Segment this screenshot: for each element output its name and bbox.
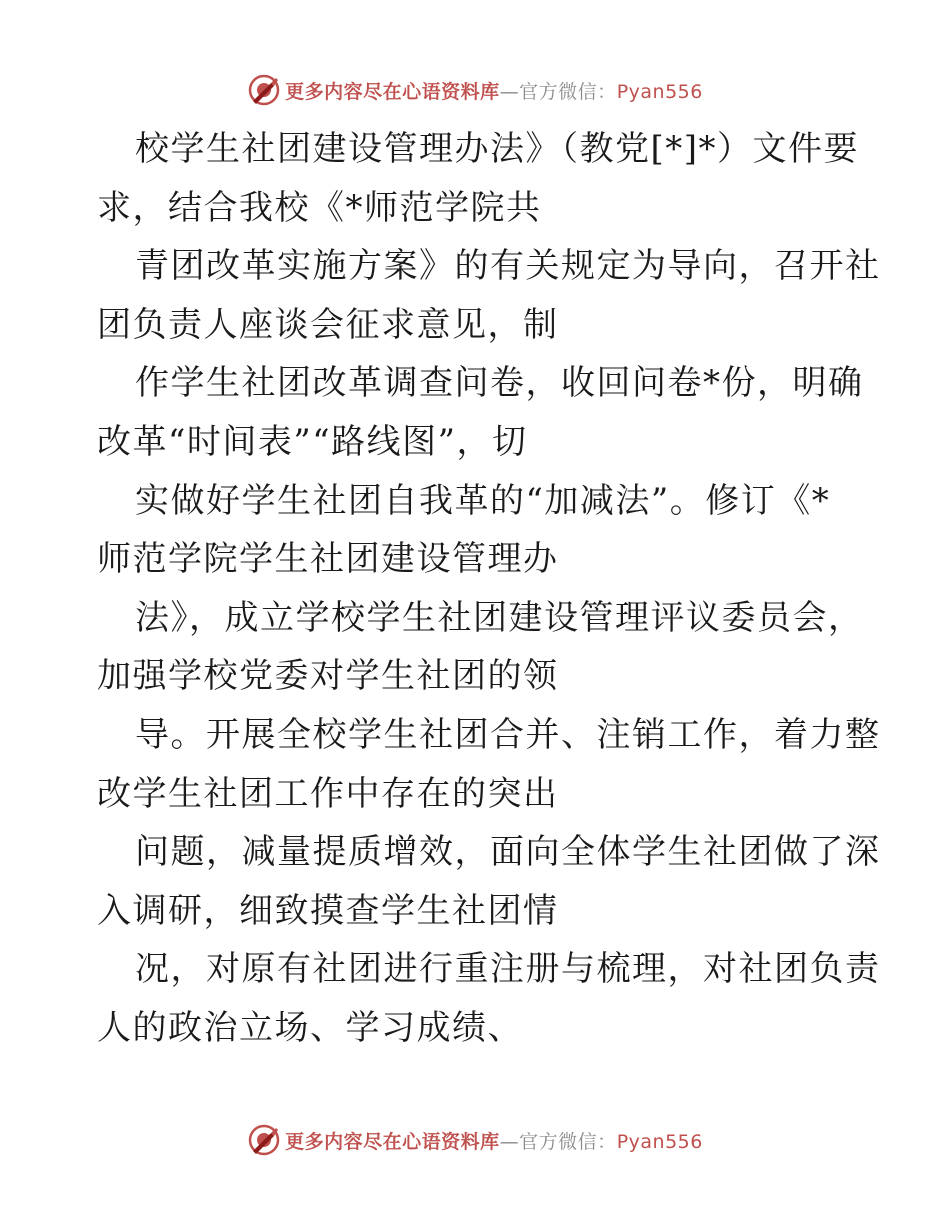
text-line: 入调研，细致摸查学生社团情 bbox=[97, 890, 559, 931]
text-line: 作学生社团改革调查问卷，收回问卷*份，明确 bbox=[135, 363, 864, 404]
banner-site-name: 更多内容尽在心语资料库 bbox=[285, 1130, 500, 1153]
text-line: 实做好学生社团自我革的“加减法”。修订《* bbox=[135, 480, 831, 521]
text-line: 师范学院学生社团建设管理办 bbox=[97, 539, 559, 580]
banner-wechat-id: Pyan556 bbox=[616, 80, 703, 103]
banner-site-name: 更多内容尽在心语资料库 bbox=[285, 80, 500, 103]
paragraph bbox=[97, 940, 881, 1057]
text-line: 改革“时间表”“路线图”，切 bbox=[97, 421, 528, 462]
text-line: 改学生社团工作中存在的突出 bbox=[97, 773, 559, 814]
text-line: 加强学校党委对学生社团的领 bbox=[97, 656, 559, 697]
text-line: 导。开展全校学生社团合并、注销工作，着力整 bbox=[135, 714, 881, 755]
paragraph bbox=[97, 120, 860, 237]
header-banner bbox=[0, 70, 950, 110]
paragraph bbox=[97, 237, 881, 354]
text-line: 青团改革实施方案》的有关规定为导向，召开社 bbox=[135, 246, 881, 287]
banner-wechat-label: 官方微信： bbox=[519, 1130, 617, 1153]
text-line: 法》，成立学校学生社团建设管理评议委员会， bbox=[135, 597, 864, 638]
banner-separator: — bbox=[499, 80, 520, 103]
text-line: 况，对原有社团进行重注册与梳理，对社团负责 bbox=[135, 949, 881, 990]
paragraph bbox=[97, 354, 864, 471]
paragraph bbox=[97, 472, 857, 589]
text-line: 校学生社团建设管理办法》（教党[*]*）文件要 bbox=[135, 129, 860, 169]
paragraph bbox=[97, 706, 881, 823]
paragraph bbox=[97, 823, 881, 940]
banner-text bbox=[285, 77, 703, 104]
banner-wechat-id: Pyan556 bbox=[616, 1130, 703, 1153]
text-line: 团负责人座谈会征求意见，制 bbox=[97, 304, 559, 345]
banner-text bbox=[285, 1127, 703, 1154]
brand-logo-icon bbox=[247, 73, 281, 107]
document-body bbox=[97, 120, 881, 1058]
footer-banner bbox=[0, 1120, 950, 1160]
banner-separator: — bbox=[499, 1130, 520, 1153]
brand-logo-icon bbox=[247, 1123, 281, 1157]
text-line: 求，结合我校《*师范学院共 bbox=[97, 187, 542, 228]
text-line: 人的政治立场、学习成绩、 bbox=[97, 1007, 523, 1048]
text-line: 问题，减量提质增效，面向全体学生社团做了深 bbox=[135, 832, 881, 873]
paragraph bbox=[97, 589, 864, 706]
banner-wechat-label: 官方微信： bbox=[519, 80, 617, 103]
